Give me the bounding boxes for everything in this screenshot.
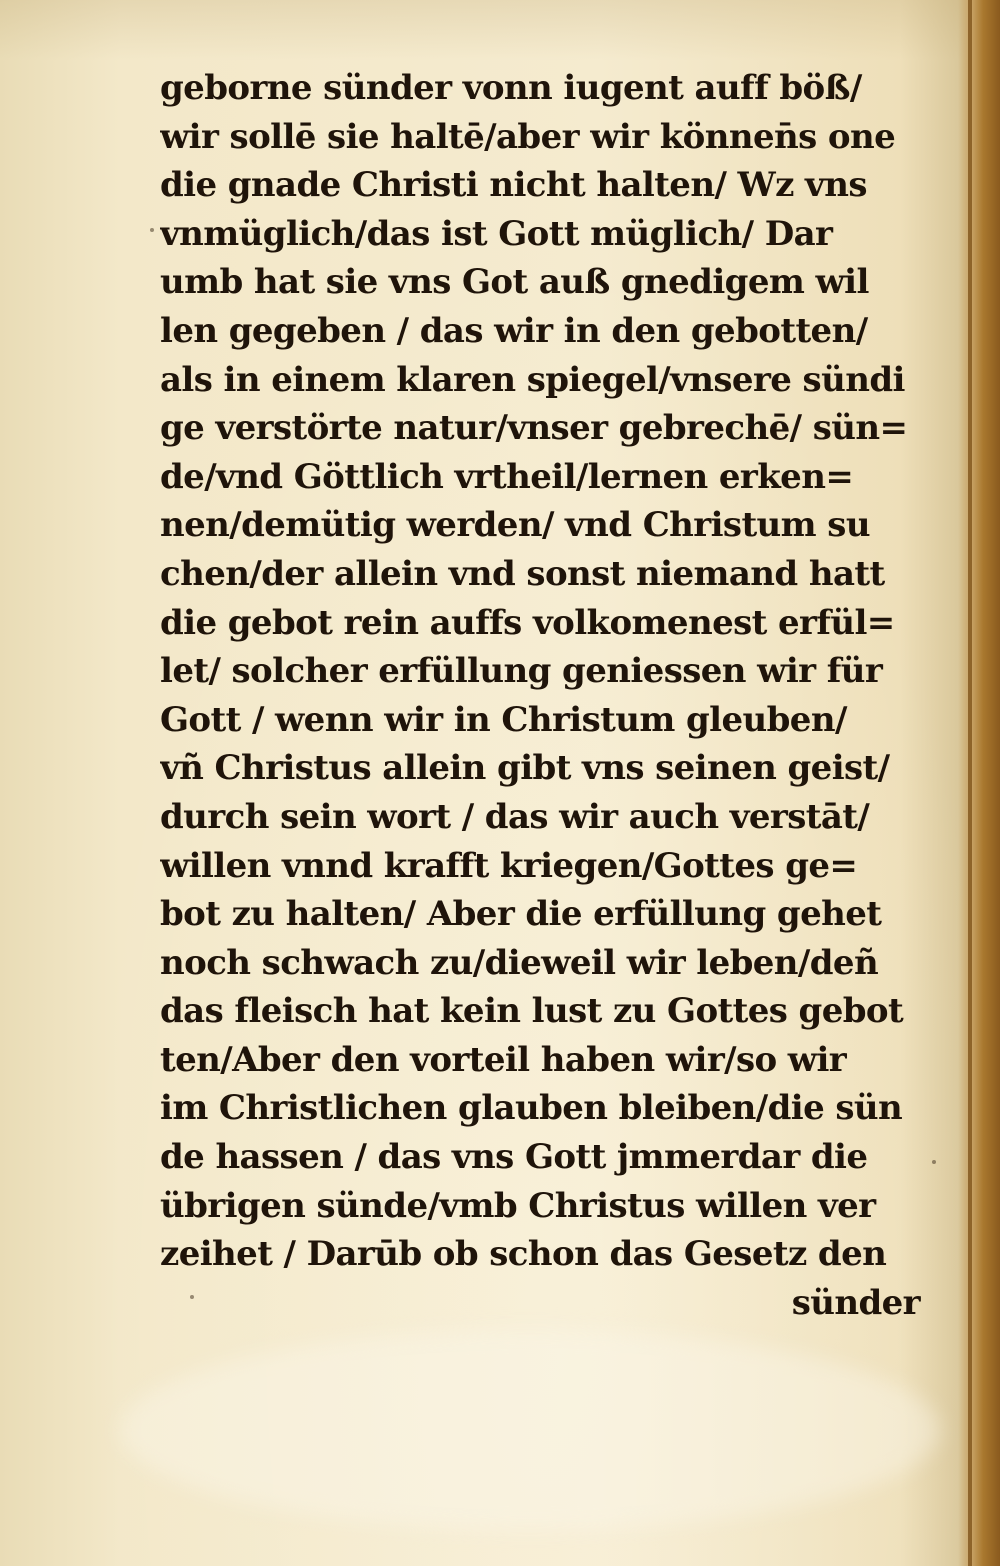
text-line: chen/der allein vnd sonst niemand hatt	[160, 553, 885, 594]
text-line: die gebot rein auffs volkomenest erfül=	[160, 602, 895, 643]
binding-edge	[958, 0, 1000, 1566]
text-line: len gegeben / das wir in den gebotten/	[160, 310, 868, 351]
page-stain-bottom	[120, 1330, 940, 1530]
binding-line	[968, 0, 972, 1566]
text-line: Gott / wenn wir in Christum gleuben/	[160, 699, 847, 740]
text-line: bot zu halten/ Aber die erfüllung gehet	[160, 894, 882, 935]
text-line: übrigen sünde/vmb Christus willen ver	[160, 1185, 876, 1226]
text-line: let/ solcher erfüllung geniessen wir für	[160, 651, 883, 692]
text-line: wir sollē sie haltē/aber wir können̄s one	[160, 116, 896, 157]
body-text	[160, 64, 930, 1327]
text-line: de/vnd Göttlich vrtheil/lernen erken=	[160, 456, 854, 497]
text-line: noch schwach zu/dieweil wir leben/deñ	[160, 942, 879, 983]
text-line: als in einem klaren spiegel/vnsere sündi	[160, 359, 905, 400]
text-line: die gnade Christi nicht halten/ Wz vns	[160, 165, 867, 206]
text-line: durch sein wort / das wir auch verstāt/	[160, 796, 870, 837]
text-line: umb hat sie vns Got auß gnedigem wil	[160, 262, 869, 303]
text-line: vnmüglich/das ist Gott müglich/ Dar	[160, 213, 833, 254]
ink-speck	[932, 1160, 936, 1164]
text-line: ge verstörte natur/vnser gebrechē/ sün=	[160, 408, 908, 449]
text-line: zeihet / Darūb ob schon das Gesetz den	[160, 1234, 887, 1275]
text-line: ten/Aber den vorteil haben wir/so wir	[160, 1039, 847, 1080]
ink-speck	[150, 228, 154, 232]
text-line: vñ Christus allein gibt vns seinen geist/	[160, 748, 890, 789]
text-line: de hassen / das vns Gott jmmerdar die	[160, 1137, 868, 1178]
page-stain-top	[0, 0, 1000, 60]
catchword: sünder	[791, 1282, 920, 1323]
text-line: willen vnnd krafft kriegen/Gottes ge=	[160, 845, 858, 886]
text-line: im Christlichen glauben bleiben/die sün	[160, 1088, 903, 1129]
text-line: nen/demütig werden/ vnd Christum su	[160, 505, 870, 546]
text-line: das fleisch hat kein lust zu Gottes gebot	[160, 991, 904, 1032]
text-line: geborne sünder vonn iugent auff böß/	[160, 68, 862, 108]
